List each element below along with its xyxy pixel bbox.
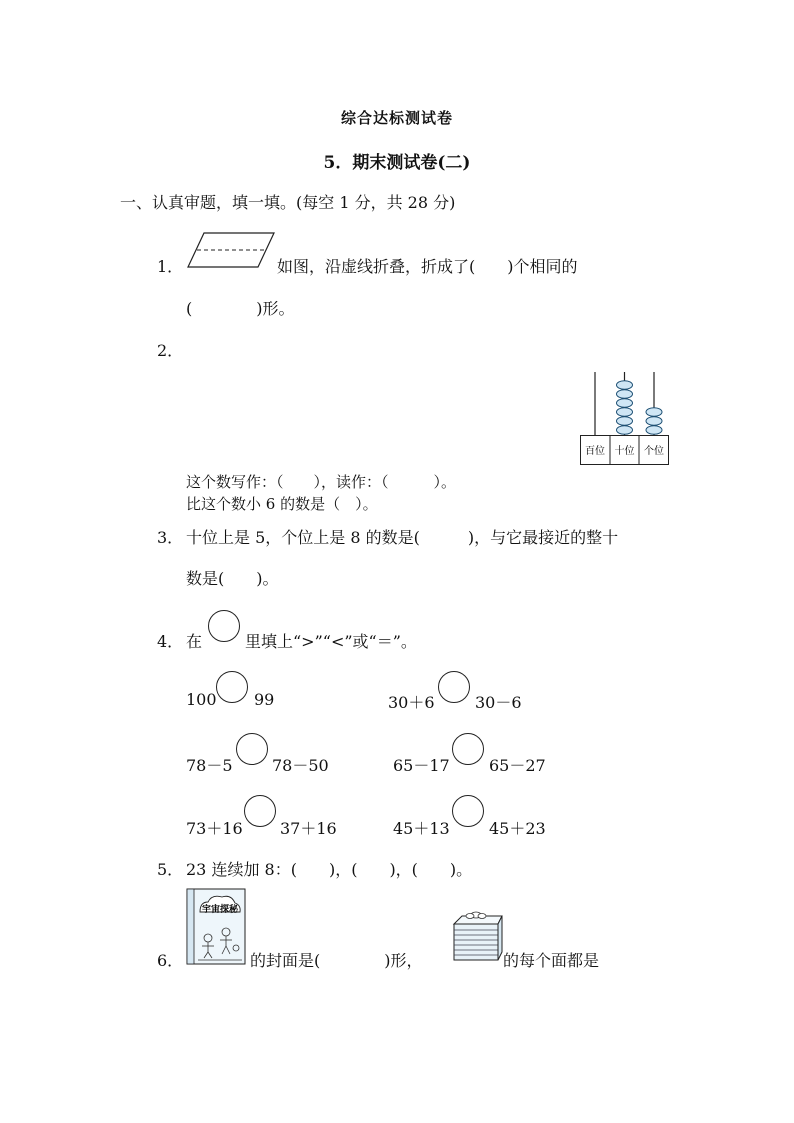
q4-item5-circle[interactable] (244, 795, 276, 827)
exam-subtitle: 5．期末测试卷(二) (323, 153, 471, 173)
compare-circle-example (208, 610, 240, 642)
q6-number: 6． (157, 951, 184, 970)
q4-item2-left: 30＋6 (388, 693, 435, 712)
book-title: 宇宙探秘 (201, 905, 239, 915)
abacus-bead-ones (646, 408, 662, 417)
q3-text-line2: 数是( )。 (186, 569, 279, 588)
q4-item4-left: 65－17 (393, 756, 450, 775)
abacus-bead-tens (617, 426, 633, 435)
abacus-bead-ones (646, 417, 662, 426)
q2-line2: 比这个数小 6 的数是（ ）。 (186, 495, 378, 513)
q4-item5-left: 73＋16 (186, 819, 243, 838)
abacus-bead-ones (646, 426, 662, 435)
abacus-label-tens: 十位 (614, 446, 635, 457)
q1-text-line1: 如图，沿虚线折叠，折成了( )个相同的 (277, 257, 578, 276)
q6-text-a: 的封面是( )形， (250, 951, 423, 970)
cube-figure (452, 910, 502, 962)
q3-text-line1: 十位上是 5，个位上是 8 的数是( )，与它最接近的整十 (186, 528, 619, 547)
q4-text-post: 里填上“>”“<”或“＝”。 (245, 632, 417, 651)
q6-text-b: 的每个面都是 (503, 951, 600, 970)
q4-item4-right: 65－27 (489, 756, 546, 775)
q4-item2-right: 30－6 (475, 693, 522, 712)
q1-text-line2: ( )形。 (186, 299, 295, 318)
q4-item2-circle[interactable] (438, 671, 470, 703)
exam-title: 综合达标测试卷 (340, 109, 453, 127)
abacus-bead-tens (617, 408, 633, 417)
q3-number: 3． (157, 528, 184, 547)
q4-text-pre: 在 (186, 632, 203, 651)
q1-number: 1． (157, 257, 184, 276)
abacus-figure (580, 370, 670, 466)
q4-item3-right: 78－50 (272, 756, 329, 775)
q5-text: 23 连续加 8：( )，( )，( )。 (186, 860, 473, 879)
q4-item3-left: 78－5 (186, 756, 233, 775)
q4-item6-right: 45＋23 (489, 819, 546, 838)
q4-item1-right: 99 (254, 690, 275, 709)
q4-item6-circle[interactable] (452, 795, 484, 827)
abacus-label-ones: 个位 (644, 446, 664, 457)
q4-item6-left: 45＋13 (393, 819, 450, 838)
q5-number: 5． (157, 860, 184, 879)
abacus-bead-tens (617, 381, 633, 390)
parallelogram-figure (188, 231, 278, 271)
abacus-bead-tens (617, 390, 633, 399)
abacus-label-hundreds: 百位 (585, 446, 605, 457)
q4-item1-circle[interactable] (216, 671, 248, 703)
q4-item3-circle[interactable] (236, 733, 268, 765)
book-cover-figure (186, 888, 248, 966)
abacus-bead-tens (617, 417, 633, 426)
q4-item4-circle[interactable] (452, 733, 484, 765)
q2-number: 2． (157, 341, 184, 360)
q4-item5-right: 37＋16 (280, 819, 337, 838)
section-heading: 一、认真审题，填一填。(每空 1 分，共 28 分) (120, 193, 456, 212)
abacus-bead-tens (617, 399, 633, 408)
q4-item1-left: 100 (186, 690, 217, 709)
q4-number: 4． (157, 632, 184, 651)
q2-line1: 这个数写作：（ ），读作：（ ）。 (186, 473, 457, 491)
